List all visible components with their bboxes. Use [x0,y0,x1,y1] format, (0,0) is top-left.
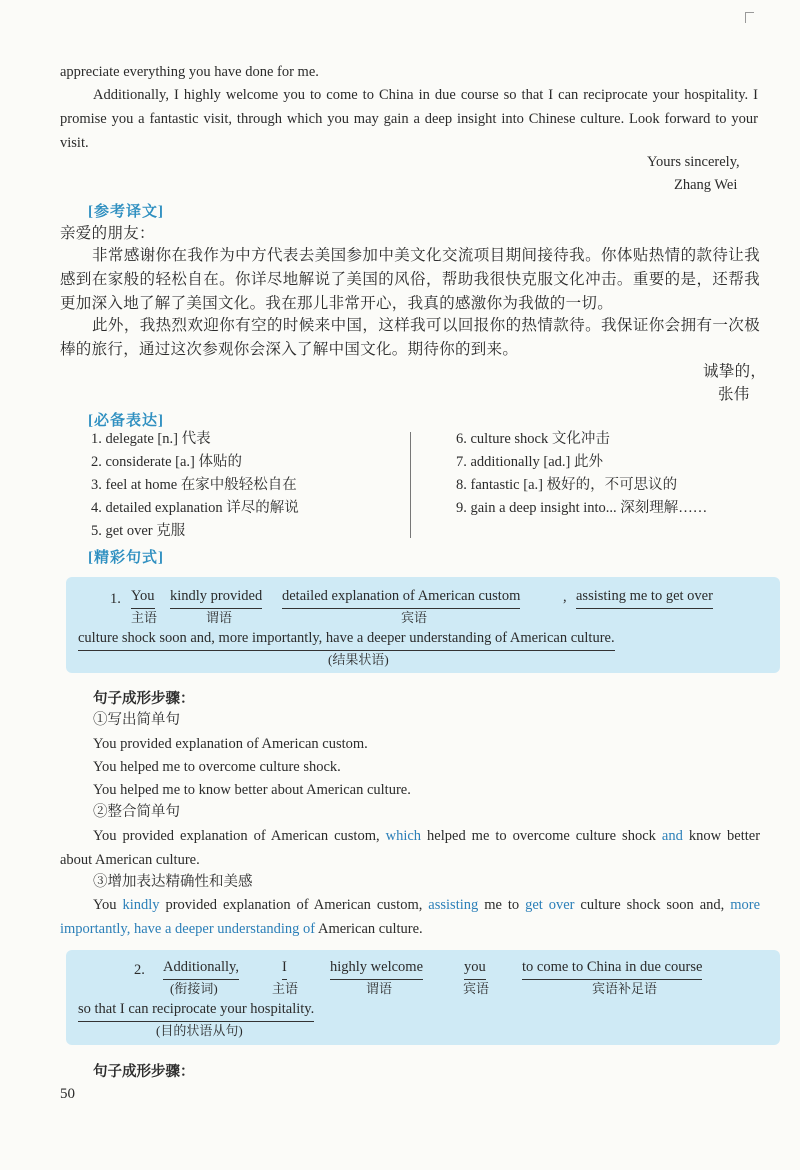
expressions-right-list [456,428,707,520]
highlight-and: and [661,828,683,844]
translation-paragraph-2: 此外，我热烈欢迎你有空的时候来中国，这样我可以回报你的热情款待。我保证你会拥有一次极棒的旅行，通过这次参观你会深入了解中国文化。期待你的到来。 [60,317,760,358]
expressions-heading: [必备表达] [88,413,164,429]
sentence-2-subject-label: 主语 [272,981,299,996]
final-sentence [60,893,760,941]
expression-item: 9. gain a deep insight into... 深刻理解…… [456,500,708,516]
sentence-2-number: 2. [134,962,145,978]
letter-paragraph-2: Additionally, I highly welcome you to come to China in due course so that I can reciprocate your hospitality. I promise you a fantastic visit, through which you may gain a deep insight into Chinese culture. Look forward to your visit. [60,87,758,151]
sentence-2-connective: Additionally, [163,956,239,980]
sentence-1-comma: , [563,589,567,605]
expressions-divider [410,432,411,538]
sentence-2-clause-label: (目的状语从句) [156,1023,243,1038]
steps-2-heading: 句子成形步骤： [93,1064,195,1080]
highlight-get-over: get over [525,897,575,913]
merged-part: know better about American culture. [60,828,761,868]
final-part: culture shock soon and, [580,897,725,913]
final-part: American culture. [317,921,423,937]
sentence-1-verb: kindly provided [170,585,262,609]
sentence-1-object: detailed explanation of American custom [282,585,520,609]
merged-part: You provided explanation of American custom, [93,828,380,844]
patterns-heading: [精彩句式] [88,550,164,566]
expression-item: 6. culture shock 文化冲击 [456,431,610,447]
sentence-2-complement: to come to China in due course [522,956,702,980]
sentence-2-verb: highly welcome [330,956,423,980]
sentence-1-verb-label: 谓语 [206,610,233,625]
expression-item: 7. additionally [ad.] 此外 [456,454,603,470]
highlight-kindly: kindly [122,897,160,913]
simple-sentence: You helped me to know better about American culture. [93,782,411,798]
translation-heading: [参考译文] [88,204,164,220]
expression-item: 4. detailed explanation 详尽的解说 [91,500,299,516]
sentence-1-number: 1. [110,591,121,607]
expression-item: 1. delegate [n.] 代表 [91,431,211,447]
sentence-2-verb-label: 谓语 [366,981,393,996]
merged-part: helped me to overcome culture shock [427,828,656,844]
sentence-1-subject: You [131,585,155,609]
sentence-1-subject-label: 主语 [131,610,158,625]
sentence-2-box [66,950,780,1045]
sentence-1-adverbial-end: culture shock soon and, more importantly, have a deeper understanding of American culture. [78,627,615,651]
sentence-2-clause: so that I can reciprocate your hospitality. [78,998,314,1022]
sentence-1-object-label: 宾语 [401,610,428,625]
highlight-which: which [385,828,422,844]
expression-item: 3. feel at home 在家中般轻松自在 [91,477,297,493]
expression-item: 5. get over 克服 [91,523,186,539]
highlight-assisting: assisting [428,897,479,913]
sentence-1-box [66,577,780,673]
page-number: 50 [60,1086,75,1102]
steps-1-heading: 句子成形步骤： [93,691,195,707]
simple-sentence: You provided explanation of American custom. [93,736,368,752]
final-part: provided explanation of American custom, [165,897,423,913]
sentence-2-object-label: 宾语 [463,981,490,996]
step-3-title: ③增加表达精确性和美感 [93,874,253,890]
simple-sentence: You helped me to overcome culture shock. [93,759,341,775]
merged-sentence [60,824,760,872]
sentence-2-object: you [464,956,486,980]
letter-signature: Zhang Wei [674,177,738,193]
step-1-title: ①写出简单句 [93,712,180,728]
sentence-2-complement-label: 宾语补足语 [592,981,658,996]
sentence-2-subject: I [282,956,287,980]
translation-closing: 诚挚的， [703,363,767,380]
expressions-left-list [91,428,299,543]
highlight-deeper-understanding: have a deeper understanding of [133,921,316,937]
letter-closing: Yours sincerely, [647,154,740,170]
final-part: me to [484,897,520,913]
step-2-title: ②整合简单句 [93,804,180,820]
letter-line-1: appreciate everything you have done for me. [60,64,319,80]
sentence-1-adverbial-start: assisting me to get over [576,585,713,609]
sentence-1-adverbial-label: (结果状语) [328,652,389,667]
final-part: You [93,897,117,913]
sentence-2-connective-label: (衔接词) [170,981,218,996]
translation-signature: 张伟 [718,386,750,403]
expression-item: 8. fantastic [a.] 极好的，不可思议的 [456,477,678,493]
corner-mark [745,12,754,23]
translation-salutation: 亲爱的朋友： [60,225,155,242]
expression-item: 2. considerate [a.] 体贴的 [91,454,242,470]
translation-paragraph-1: 非常感谢你在我作为中方代表去美国参加中美文化交流项目期间接待我。你体贴热情的款待让我感到在家般的轻松自在。你详尽地解说了美国的风俗，帮助我很快克服文化冲击。重要的是，还帮我更加深入地了解了美国文化。我在那儿非常开心，我真的感激你为我做的一切。 [60,247,760,312]
highlight-more-importantly: more importantly, [60,897,761,937]
